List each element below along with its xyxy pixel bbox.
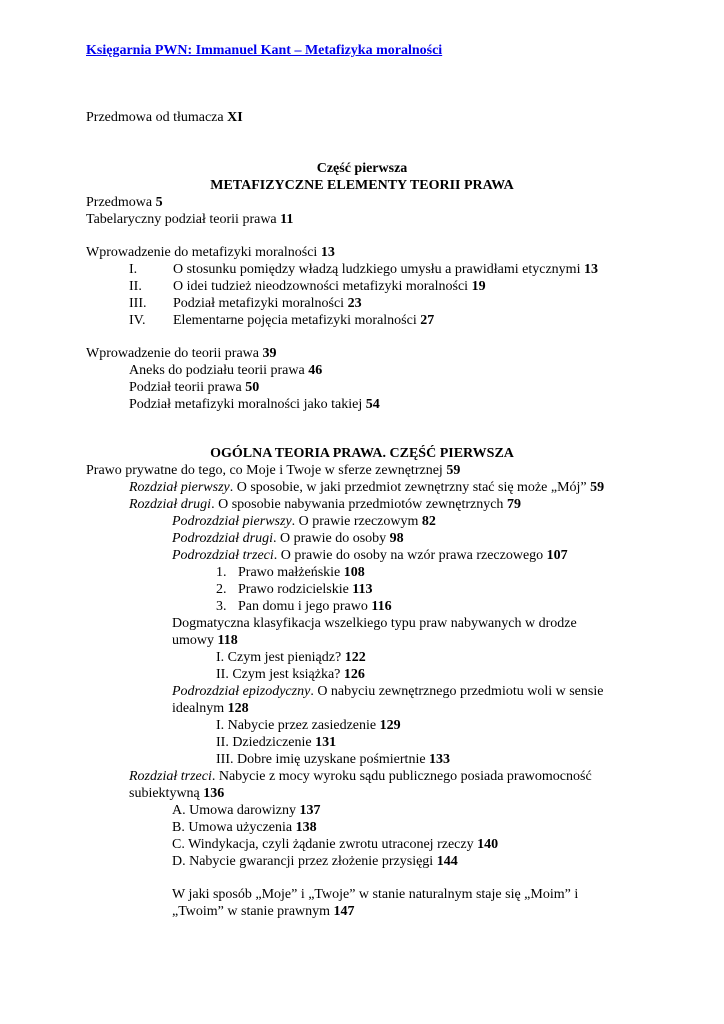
toc-label: . O prawie do osoby na wzór prawa rzeczowego <box>273 548 544 563</box>
toc-italic-label: Rozdział pierwszy <box>129 480 230 495</box>
roman-num: II. <box>129 279 142 294</box>
toc-label: Prawo rodzicielskie <box>238 582 349 597</box>
toc-page: 131 <box>315 735 337 750</box>
toc-sub-item <box>172 853 458 870</box>
toc-label: Podział metafizyki moralności jako takiej <box>129 397 363 412</box>
toc-label: I. Nabycie przez zasiedzenie <box>216 718 377 733</box>
toc-label: A. Umowa darowizny <box>172 803 297 818</box>
toc-page: 122 <box>344 650 366 665</box>
toc-label: Pan domu i jego prawo <box>238 599 368 614</box>
toc-label: O idei tudzież nieodzowności metafizyki moralności <box>173 279 469 294</box>
part1-subtitle: METAFIZYCZNE ELEMENTY TEORII PRAWA <box>210 178 514 193</box>
toc-label: I. Czym jest pieniądz? <box>216 650 342 665</box>
toc-sub-item <box>129 396 380 413</box>
toc-page: 82 <box>421 514 436 529</box>
toc-sub-item <box>216 717 401 734</box>
toc-label: umowy <box>172 633 214 648</box>
toc-page: 11 <box>280 212 294 227</box>
toc-entry-epizodyczny-cont <box>172 700 249 717</box>
toc-sub-item <box>129 362 322 379</box>
part1-title: Część pierwsza <box>316 161 408 176</box>
toc-page: 46 <box>308 363 323 378</box>
toc-sub-item <box>216 751 450 768</box>
toc-page: 50 <box>245 380 260 395</box>
roman-num: III. <box>129 296 147 311</box>
toc-label: Elementarne pojęcia metafizyki moralności <box>173 313 417 328</box>
toc-italic-label: Podrozdział pierwszy <box>172 514 292 529</box>
toc-label: III. Dobre imię uzyskane pośmiertnie <box>216 752 426 767</box>
toc-label: Prawo małżeńskie <box>238 565 341 580</box>
toc-page: 59 <box>446 463 461 478</box>
toc-page: 39 <box>262 346 277 361</box>
header-link[interactable] <box>86 42 442 59</box>
toc-entry-rozdzial-3-cont <box>129 785 224 802</box>
toc-page: 23 <box>347 296 362 311</box>
roman-num: I. <box>129 262 138 277</box>
toc-label: II. Czym jest książka? <box>216 667 341 682</box>
header-link-text[interactable]: Księgarnia PWN: Immanuel Kant – Metafizyka moralności <box>86 43 443 58</box>
toc-page: 13 <box>583 262 598 277</box>
toc-label: idealnym <box>172 701 225 716</box>
toc-label: Dogmatyczna klasyfikacja wszelkiego typu praw nabywanych w drodze <box>172 616 577 631</box>
toc-page: 126 <box>343 667 365 682</box>
toc-label: . O prawie rzeczowym <box>291 514 419 529</box>
toc-entry-rozdzial-2 <box>129 496 521 513</box>
toc-page: 144 <box>436 854 458 869</box>
toc-page: 107 <box>546 548 568 563</box>
roman-num: IV. <box>129 313 146 328</box>
toc-page: 129 <box>379 718 401 733</box>
toc-sub-item <box>172 802 321 819</box>
toc-page: 147 <box>333 904 355 919</box>
toc-page: 138 <box>295 820 317 835</box>
toc-italic-label: Podrozdział epizodyczny <box>172 684 311 699</box>
toc-label: Podział metafizyki moralności <box>173 296 345 311</box>
toc-entry-tabelaryczny <box>86 211 293 228</box>
toc-page: 27 <box>420 313 435 328</box>
toc-entry-dogmatyczna <box>172 615 577 632</box>
toc-label: W jaki sposób „Moje” i „Twoje” w stanie naturalnym staje się „Moim” i <box>172 887 579 902</box>
toc-label: Prawo prywatne do tego, co Moje i Twoje w sferze zewnętrznej <box>86 463 443 478</box>
toc-italic-label: Podrozdział trzeci <box>172 548 274 563</box>
toc-label: . O prawie do osoby <box>273 531 387 546</box>
toc-italic-label: Rozdział drugi <box>129 497 212 512</box>
toc-label: Aneks do podziału teorii prawa <box>129 363 305 378</box>
toc-label: . O sposobie, w jaki przedmiot zewnętrzny stać się może „Mój” <box>229 480 587 495</box>
toc-sub-item <box>216 649 366 666</box>
toc-entry-dogmatyczna-cont <box>172 632 238 649</box>
toc-label: C. Windykacja, czyli żądanie zwrotu utraconej rzeczy <box>172 837 474 852</box>
toc-label: II. Dziedziczenie <box>216 735 312 750</box>
toc-page: 133 <box>429 752 451 767</box>
toc-sub-item <box>216 666 365 683</box>
toc-page: 19 <box>471 279 486 294</box>
item-num: 2. <box>216 582 227 597</box>
toc-page: 5 <box>155 195 163 210</box>
toc-page: 136 <box>203 786 225 801</box>
toc-entry-przedmowa <box>86 194 163 211</box>
toc-page: 13 <box>320 245 335 260</box>
toc-page: 108 <box>343 565 365 580</box>
toc-label: Wprowadzenie do teorii prawa <box>86 346 259 361</box>
item-num: 3. <box>216 599 227 614</box>
toc-label: subiektywną <box>129 786 200 801</box>
toc-entry-prawo-prywatne <box>86 462 460 479</box>
toc-entry-podrozdzial-1 <box>172 513 436 530</box>
toc-entry-epizodyczny <box>172 683 603 700</box>
toc-page: 118 <box>217 633 238 648</box>
toc-label: Przedmowa od tłumacza <box>86 110 224 125</box>
toc-label: O stosunku pomiędzy władzą ludzkiego umysłu a prawidłami etycznymi <box>173 262 581 277</box>
toc-label: . Nabycie z mocy wyroku sądu publicznego posiada prawomocność <box>211 769 592 784</box>
general-title: OGÓLNA TEORIA PRAWA. CZĘŚĆ PIERWSZA <box>210 446 514 461</box>
toc-entry-preface <box>86 109 243 126</box>
toc-label: Wprowadzenie do metafizyki moralności <box>86 245 318 260</box>
toc-entry-wprowadzenie-prawa <box>86 345 276 362</box>
toc-sub-item <box>172 836 498 853</box>
toc-entry-final <box>172 886 578 903</box>
item-num: 1. <box>216 565 227 580</box>
toc-entry-rozdzial-3 <box>129 768 592 785</box>
toc-sub-item <box>172 819 317 836</box>
toc-page: 140 <box>477 837 499 852</box>
toc-entry-podrozdzial-2 <box>172 530 404 547</box>
toc-page: 54 <box>365 397 380 412</box>
toc-page: 113 <box>352 582 373 597</box>
toc-entry-final-cont <box>172 903 355 920</box>
toc-label: D. Nabycie gwarancji przez złożenie przysięgi <box>172 854 434 869</box>
toc-label: Przedmowa <box>86 195 153 210</box>
toc-label: Tabelaryczny podział teorii prawa <box>86 212 277 227</box>
toc-page: 59 <box>590 480 605 495</box>
toc-italic-label: Podrozdział drugi <box>172 531 273 546</box>
toc-entry-rozdzial-1 <box>129 479 604 496</box>
toc-sub-item <box>216 734 336 751</box>
toc-label: Podział teorii prawa <box>129 380 242 395</box>
toc-entry-podrozdzial-3 <box>172 547 568 564</box>
toc-entry-wprowadzenie-metafizyki <box>86 244 335 261</box>
toc-page: 79 <box>506 497 521 512</box>
toc-page: 128 <box>227 701 249 716</box>
toc-label: . O sposobie nabywania przedmiotów zewnętrznych <box>211 497 504 512</box>
toc-label: B. Umowa użyczenia <box>172 820 293 835</box>
toc-italic-label: Rozdział trzeci <box>129 769 212 784</box>
toc-label: „Twoim” w stanie prawnym <box>172 904 331 919</box>
toc-page: 137 <box>299 803 321 818</box>
toc-page: XI <box>227 110 243 125</box>
toc-page: 98 <box>389 531 404 546</box>
toc-page: 116 <box>371 599 392 614</box>
toc-sub-item <box>129 379 259 396</box>
toc-label: . O nabyciu zewnętrznego przedmiotu woli w sensie <box>310 684 604 699</box>
